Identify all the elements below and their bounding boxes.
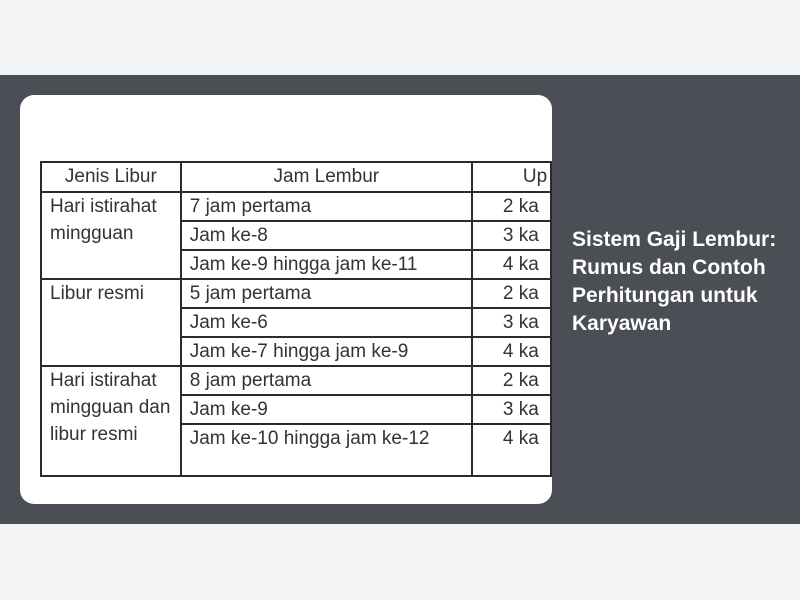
table-row [41,366,551,395]
jam-lembur-cell: Jam ke-7 hingga jam ke-9 [181,337,472,366]
upah-cell: 2 ka [472,366,551,395]
upah-cell: 4 ka [472,337,551,366]
jenis-libur-cell: Hari istirahat mingguan dan libur resmi [41,366,181,476]
table-row [41,192,551,221]
upah-cell: 3 ka [472,308,551,337]
upah-cell: 2 ka [472,279,551,308]
header-jenis-libur: Jenis Libur [41,162,181,192]
upah-cell: 3 ka [472,395,551,424]
header-upah: Up [472,162,551,192]
jam-lembur-cell: 5 jam pertama [181,279,472,308]
jam-lembur-cell: Jam ke-6 [181,308,472,337]
jam-lembur-cell: Jam ke-9 [181,395,472,424]
upah-cell: 3 ka [472,221,551,250]
jenis-libur-cell: Libur resmi [41,279,181,366]
image-card[interactable] [20,95,552,504]
overtime-table [40,161,552,477]
upah-cell: 2 ka [472,192,551,221]
header-jam-lembur: Jam Lembur [181,162,472,192]
jam-lembur-cell: Jam ke-10 hingga jam ke-12 [181,424,472,476]
jam-lembur-cell: Jam ke-9 hingga jam ke-11 [181,250,472,279]
jam-lembur-cell: Jam ke-8 [181,221,472,250]
upah-cell: 4 ka [472,250,551,279]
table-header-row [41,162,551,192]
table-row [41,279,551,308]
jam-lembur-cell: 7 jam pertama [181,192,472,221]
jenis-libur-cell: Hari istirahat mingguan [41,192,181,279]
jam-lembur-cell: 8 jam pertama [181,366,472,395]
upah-cell: 4 ka [472,424,551,476]
article-title-caption[interactable]: Sistem Gaji Lembur: Rumus dan Contoh Perhitungan untuk Karyawan [572,228,777,335]
